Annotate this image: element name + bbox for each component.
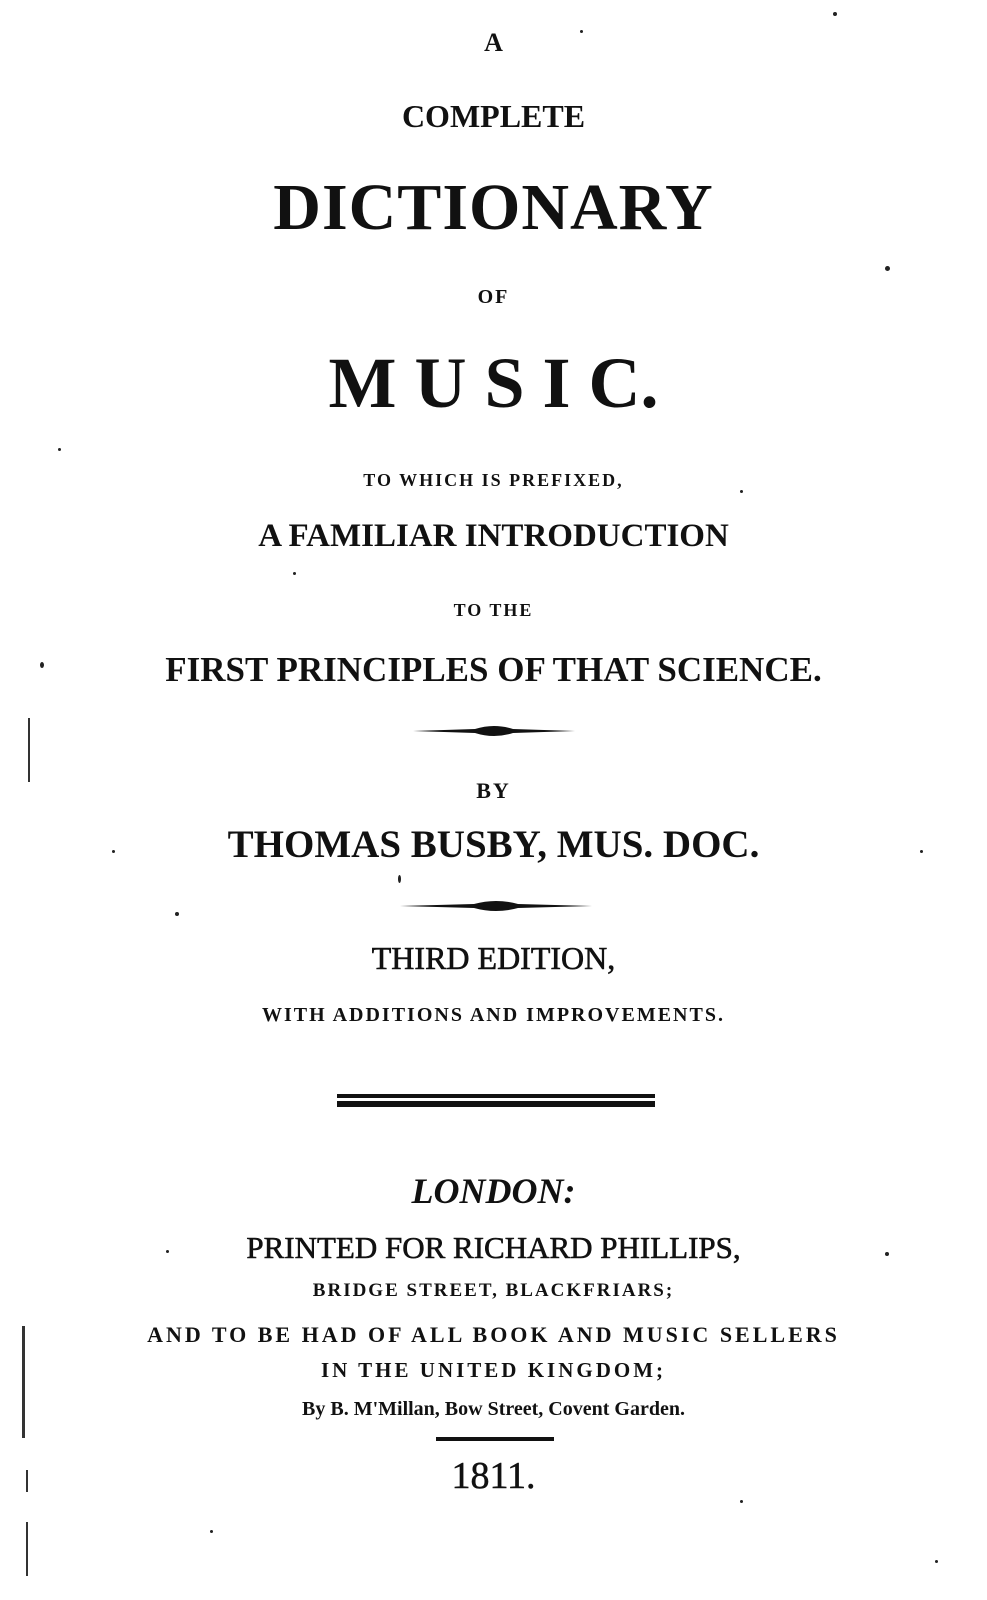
scan-speck <box>293 572 296 575</box>
scan-speck <box>58 448 61 451</box>
imprint-printed-for: PRINTED FOR RICHARD PHILLIPS, <box>246 1230 741 1265</box>
scan-speck <box>833 12 837 16</box>
byline-by: BY <box>476 778 511 803</box>
page-edge-mark <box>22 1326 25 1438</box>
author-name: THOMAS BUSBY, MUS. DOC. <box>227 823 760 866</box>
imprint-sellers: AND TO BE HAD OF ALL BOOK AND MUSIC SELLERS <box>147 1322 840 1347</box>
scan-speck <box>935 1560 938 1563</box>
title-music: M U S I C. <box>328 343 659 423</box>
scan-speck <box>580 30 583 33</box>
imprint-distributor: By B. M'Millan, Bow Street, Covent Garden. <box>302 1398 685 1420</box>
subtitle-prefixed: TO WHICH IS PREFIXED, <box>363 470 624 490</box>
title-of: OF <box>477 286 510 308</box>
scan-speck <box>398 875 401 883</box>
scan-speck <box>885 266 890 271</box>
page-edge-mark <box>26 1470 28 1492</box>
title-article: A <box>484 28 503 57</box>
scan-speck <box>166 1250 169 1253</box>
page-edge-mark <box>28 718 30 782</box>
scan-speck <box>40 662 44 668</box>
subtitle-introduction: A FAMILIAR INTRODUCTION <box>258 518 729 554</box>
page-edge-mark <box>26 1522 28 1576</box>
scan-speck <box>885 1252 889 1256</box>
edition-statement: THIRD EDITION, <box>371 940 616 976</box>
edition-additions: WITH ADDITIONS AND IMPROVEMENTS. <box>262 1004 725 1026</box>
scan-speck <box>740 1500 743 1503</box>
ornamental-rule-middle <box>400 896 592 916</box>
subtitle-to-the: TO THE <box>453 600 534 620</box>
subtitle-first-principles: FIRST PRINCIPLES OF THAT SCIENCE. <box>165 650 822 689</box>
imprint-address: BRIDGE STREET, BLACKFRIARS; <box>312 1280 675 1301</box>
scan-speck <box>210 1530 213 1533</box>
imprint-kingdom: IN THE UNITED KINGDOM; <box>320 1358 667 1382</box>
scan-speck <box>112 850 115 853</box>
title-complete: COMPLETE <box>401 98 586 134</box>
double-rule <box>337 1092 655 1110</box>
scan-speck <box>175 912 179 916</box>
scan-speck <box>740 490 743 493</box>
ornamental-rule-top <box>413 721 575 741</box>
imprint-city: LONDON: <box>411 1171 576 1211</box>
title-dictionary: DICTIONARY <box>273 171 714 244</box>
short-rule <box>436 1437 554 1441</box>
imprint-year: 1811. <box>451 1455 536 1497</box>
scan-speck <box>920 850 923 853</box>
